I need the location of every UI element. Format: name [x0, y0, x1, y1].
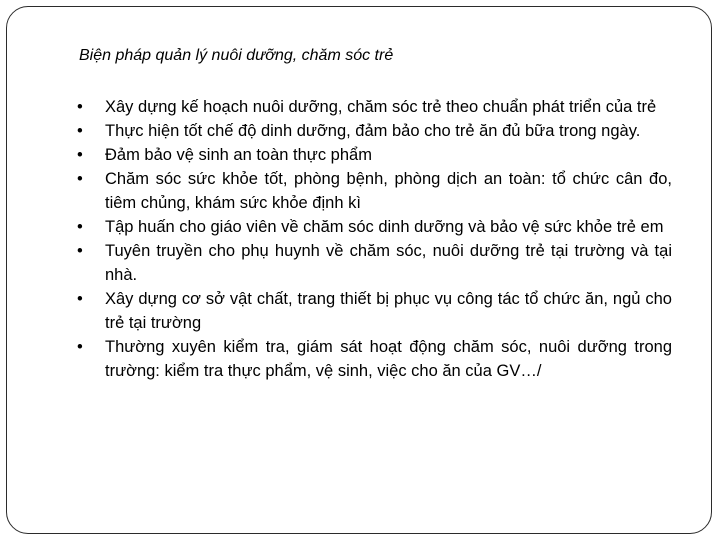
list-item	[77, 239, 672, 287]
bullet-icon: •	[77, 98, 83, 116]
bullet-text: Tập huấn cho giáo viên về chăm sóc dinh dưỡng và bảo vệ sức khỏe trẻ em	[105, 218, 664, 236]
bullet-text: Xây dựng kế hoạch nuôi dưỡng, chăm sóc trẻ theo chuẩn phát triển của trẻ	[105, 98, 657, 116]
bullet-text: Thực hiện tốt chế độ dinh dưỡng, đảm bảo cho trẻ ăn đủ bữa trong ngày.	[105, 122, 641, 140]
list-item	[77, 335, 672, 383]
list-item	[77, 215, 672, 239]
bullet-icon: •	[77, 242, 83, 260]
list-item	[77, 95, 672, 119]
list-item	[77, 287, 672, 335]
slide-frame	[6, 6, 712, 534]
bullet-text: Chăm sóc sức khỏe tốt, phòng bệnh, phòng dịch an toàn: tổ chức cân đo, tiêm chủng, khám sức khỏe định kì	[105, 170, 672, 212]
bullet-text: Xây dựng cơ sở vật chất, trang thiết bị phục vụ công tác tổ chức ăn, ngủ cho trẻ tại trường	[105, 290, 672, 332]
slide-title: Biện pháp quản lý nuôi dưỡng, chăm sóc trẻ	[79, 47, 394, 64]
bullet-text: Tuyên truyền cho phụ huynh về chăm sóc, nuôi dưỡng trẻ tại trường và tại nhà.	[105, 242, 672, 284]
list-item	[77, 143, 672, 167]
bullet-icon: •	[77, 122, 83, 140]
list-item	[77, 167, 672, 215]
bullet-text: Đảm bảo vệ sinh an toàn thực phẩm	[105, 146, 372, 164]
bullet-list	[77, 95, 672, 383]
bullet-icon: •	[77, 170, 83, 188]
list-item	[77, 119, 672, 143]
bullet-icon: •	[77, 290, 83, 308]
bullet-icon: •	[77, 218, 83, 236]
bullet-icon: •	[77, 146, 83, 164]
bullet-icon: •	[77, 338, 83, 356]
bullet-text: Thường xuyên kiểm tra, giám sát hoạt động chăm sóc, nuôi dưỡng trong trường: kiểm tra thực phẩm, vệ sinh, việc cho ăn của GV…/	[105, 338, 672, 380]
